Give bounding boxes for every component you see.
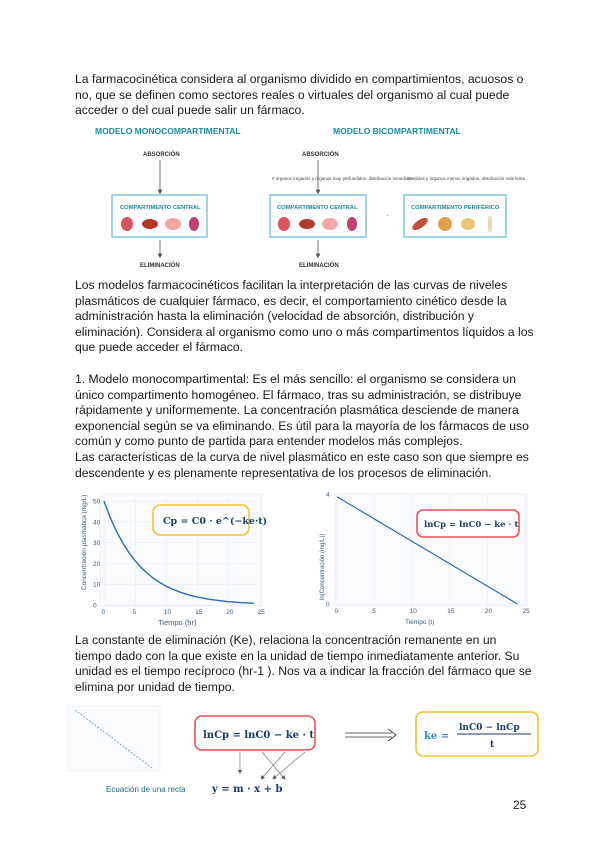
implies-arrow-head (388, 729, 396, 741)
liver-icon (142, 219, 158, 229)
ke-text: La constante de eliminación (Ke), relaciona la concentración remanente en un tiempo dado con la que existe en la unidad de tiempo inmediatamente anterior. Su unidad es el tiempo recíproco (hr-1 ). Nos va a indicar la fracción del fármaco que se elimina por unidad de tiempo. (75, 633, 532, 694)
exchange-dot: · (386, 211, 389, 220)
y-tick-label: 0 (326, 601, 330, 609)
x-tick-label: 15 (195, 609, 203, 616)
intro-text: La farmacocinética considera al organismo dividido en compartimientos, acuosos o no, que se definen como sectores reales o virtuales del organismo al cual puede acceder o del cual puede salir un fármaco. (75, 72, 524, 118)
peripheral-label: COMPARTIMENTO PERIFÉRICO (411, 205, 500, 211)
kidney-icon (347, 217, 357, 231)
ln-equation: lnCp = lnC0 − ke · t (203, 730, 315, 741)
models-text: Los modelos farmacocinéticos facilitan la interpretación de las curvas de niveles plasmáticos de cualquier fármaco, es decir, el comportamiento cinético desde la administración hasta la eliminación (velocidad de absorción, distribución y eliminación). Considera al organismo como uno o más compartimentos líquidos a los que puede acceder el fármaco. (75, 278, 534, 355)
chart2-xlabel: Tiempo (t) (405, 619, 435, 626)
line-equation-caption: Ecuación de una recta (106, 785, 186, 794)
page-number: 25 (513, 798, 527, 812)
bi-central-label: COMPARTIMENTO CENTRAL (277, 205, 358, 211)
heart-icon (278, 217, 290, 231)
peripheral-note: # tejidos y órganos menos irrigados, distribución más lenta (408, 176, 526, 181)
y-tick-label: 0 (93, 602, 97, 610)
fat-tissue-icon (461, 218, 475, 230)
mini-chart-area (68, 706, 160, 771)
chart1-equation: Cp = C0 · e^(−ke·t) (163, 516, 268, 527)
x-tick-label: 15 (447, 608, 455, 615)
mapping-arrows (240, 752, 305, 778)
y-tick-label: 30 (93, 540, 101, 548)
ke-equation-lhs: ke = (424, 731, 450, 742)
curve-characteristics-text: Las características de la curva de nivel plasmático en este caso son que siempre es descendente y es plenamente representativa de los procesos de eliminación. (75, 449, 529, 480)
ke-equation-numerator: lnC0 − lnCp (459, 723, 520, 733)
x-tick-label: 25 (257, 609, 265, 616)
heart-icon (121, 217, 133, 231)
bi-elimination-label: ELIMINACIÓN (299, 263, 339, 269)
brain-icon (165, 218, 181, 230)
bone-icon (488, 216, 492, 232)
x-tick-label: 20 (484, 608, 493, 615)
kidney-icon (189, 217, 199, 231)
compartment-diagram (95, 126, 526, 269)
bi-absorption-label: ABSORCIÓN (302, 152, 339, 158)
x-tick-label: 0 (101, 609, 106, 616)
x-tick-label: 5 (132, 609, 137, 616)
liver-icon (299, 219, 315, 229)
x-tick-label: 10 (163, 609, 172, 616)
brain-icon (322, 218, 338, 230)
y-tick-label: 10 (93, 581, 101, 589)
skin-icon (438, 217, 452, 231)
bi-title: MODELO BICOMPARTIMENTAL (333, 126, 461, 136)
x-tick-label: 20 (226, 609, 234, 616)
chart1-xlabel: Tiempo (hr) (158, 618, 197, 627)
monocompartment-text: 1. Modelo monocompartimental: Es el más sencillo: el organismo se considera un único compartimento homogéneo. El fármaco, tras su administración, se distribuye rápidamente y uniformemente. La concentración plasmática desciende de manera exponencial según se va eliminando. Es útil para la mayoría de los fármacos de uso común y como punto de partida para entender modelos más complejos. (75, 372, 529, 449)
y-tick-label: 4 (326, 491, 330, 499)
exponential-decay-chart (81, 494, 267, 627)
ln-concentration-chart (320, 492, 530, 627)
mono-absorption-label: ABSORCIÓN (143, 152, 180, 158)
mono-elimination-label: ELIMINACIÓN (140, 263, 180, 269)
x-tick-label: 0 (334, 608, 339, 615)
x-tick-label: 10 (409, 608, 417, 615)
chart1-ylabel: Concentración plasmática (mg/L) (81, 494, 88, 590)
x-tick-label: 5 (372, 608, 376, 615)
chart2-equation: lnCp = lnC0 − ke · t (424, 520, 519, 530)
y-tick-label: 40 (93, 519, 101, 527)
equation-derivation (68, 706, 538, 795)
x-tick-label: 25 (522, 608, 530, 615)
ke-equation-denominator: t (490, 740, 495, 750)
line-equation: y = m · x + b (212, 784, 283, 795)
mono-title: MODELO MONOCOMPARTIMENTAL (95, 126, 241, 136)
chart2-ylabel: ln(Concentración (mg/L)) (320, 533, 326, 600)
y-tick-label: 50 (93, 498, 101, 506)
y-tick-label: 20 (93, 560, 101, 568)
central-note: # órganos irrigados y órganos muy perfundidos, distribución inmediata (272, 176, 413, 181)
mono-central-label: COMPARTIMENTO CENTRAL (120, 205, 201, 211)
